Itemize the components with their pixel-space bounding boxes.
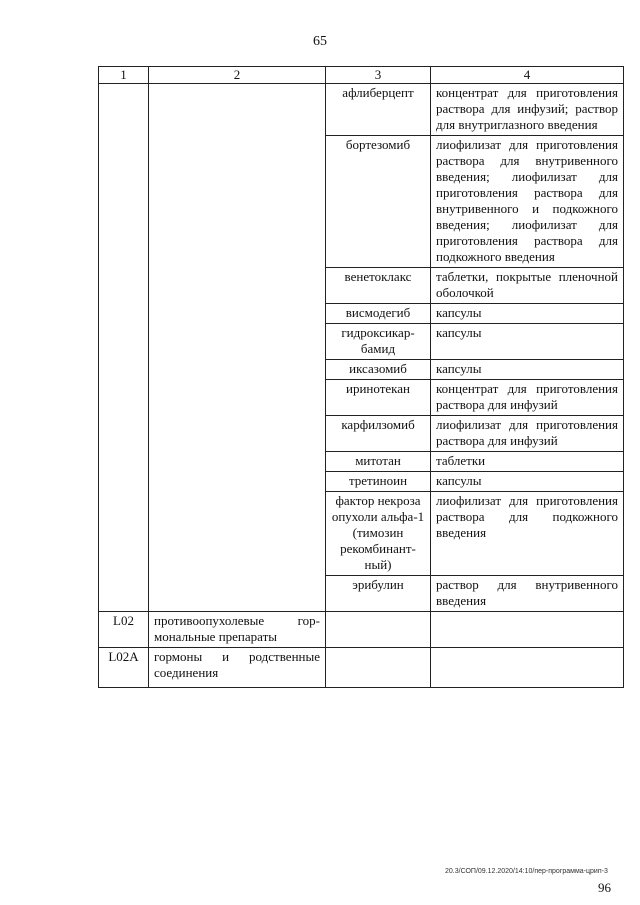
- drug-name-cell: бортезомиб: [326, 136, 431, 268]
- drug-name-cell: эрибулин: [326, 576, 431, 612]
- empty-form-cell: [431, 612, 624, 648]
- sheet-number: 96: [598, 880, 611, 895]
- group-row: [99, 612, 624, 648]
- document-stamp: 20.3/СОП/09.12.2020/14:10/пер-программа-црип-3: [445, 868, 608, 875]
- header-col-1: 1: [99, 67, 149, 84]
- empty-drug-cell: [326, 612, 431, 648]
- atc-code-cell: L02: [99, 612, 149, 648]
- table-header-row: [99, 67, 624, 84]
- empty-group-cell: [149, 84, 326, 612]
- drug-name-cell: венетоклакс: [326, 268, 431, 304]
- empty-code-cell: [99, 84, 149, 612]
- dosage-form-cell: концентрат для приготовления раствора для инфузий; раствор для внутриглазного введения: [431, 84, 624, 136]
- drug-name-cell: иринотекан: [326, 380, 431, 416]
- page-number: 65: [313, 34, 327, 49]
- drug-name-cell: иксазомиб: [326, 360, 431, 380]
- drug-name-cell: митотан: [326, 452, 431, 472]
- dosage-form-cell: раствор для внутривенного введения: [431, 576, 624, 612]
- empty-drug-cell: [326, 648, 431, 688]
- drug-name-cell: фактор некроза опухоли альфа-1 (тимозин рекомбинантный): [326, 492, 431, 576]
- drug-table: [98, 66, 624, 688]
- dosage-form-cell: капсулы: [431, 360, 624, 380]
- group-row: [99, 648, 624, 688]
- header-col-3: 3: [326, 67, 431, 84]
- drug-name-cell: карфилзомиб: [326, 416, 431, 452]
- drug-name-cell: афлиберцепт: [326, 84, 431, 136]
- dosage-form-cell: таблетки, покрытые пленочной оболочкой: [431, 268, 624, 304]
- atc-code-cell: L02A: [99, 648, 149, 688]
- drug-name-cell: третиноин: [326, 472, 431, 492]
- drug-name-cell: гидроксикарбамид: [326, 324, 431, 360]
- atc-group-cell: противоопухолевые гормональные препараты: [149, 612, 326, 648]
- atc-group-cell: гормоны и родственные соединения: [149, 648, 326, 688]
- header-col-2: 2: [149, 67, 326, 84]
- dosage-form-cell: капсулы: [431, 324, 624, 360]
- drug-name-cell: висмодегиб: [326, 304, 431, 324]
- dosage-form-cell: лиофилизат для приготовления раствора для инфузий: [431, 416, 624, 452]
- table-row: [99, 84, 624, 136]
- dosage-form-cell: таблетки: [431, 452, 624, 472]
- dosage-form-cell: капсулы: [431, 304, 624, 324]
- dosage-form-cell: лиофилизат для приготовления раствора для внутривенного введения; лиофилизат для приготовления раствора для внутривенного и подкожного введения; лиофилизат для приготовления раствора для подкожного введения: [431, 136, 624, 268]
- header-col-4: 4: [431, 67, 624, 84]
- dosage-form-cell: лиофилизат для приготовления раствора для подкожного введения: [431, 492, 624, 576]
- empty-form-cell: [431, 648, 624, 688]
- dosage-form-cell: капсулы: [431, 472, 624, 492]
- dosage-form-cell: концентрат для приготовления раствора для инфузий: [431, 380, 624, 416]
